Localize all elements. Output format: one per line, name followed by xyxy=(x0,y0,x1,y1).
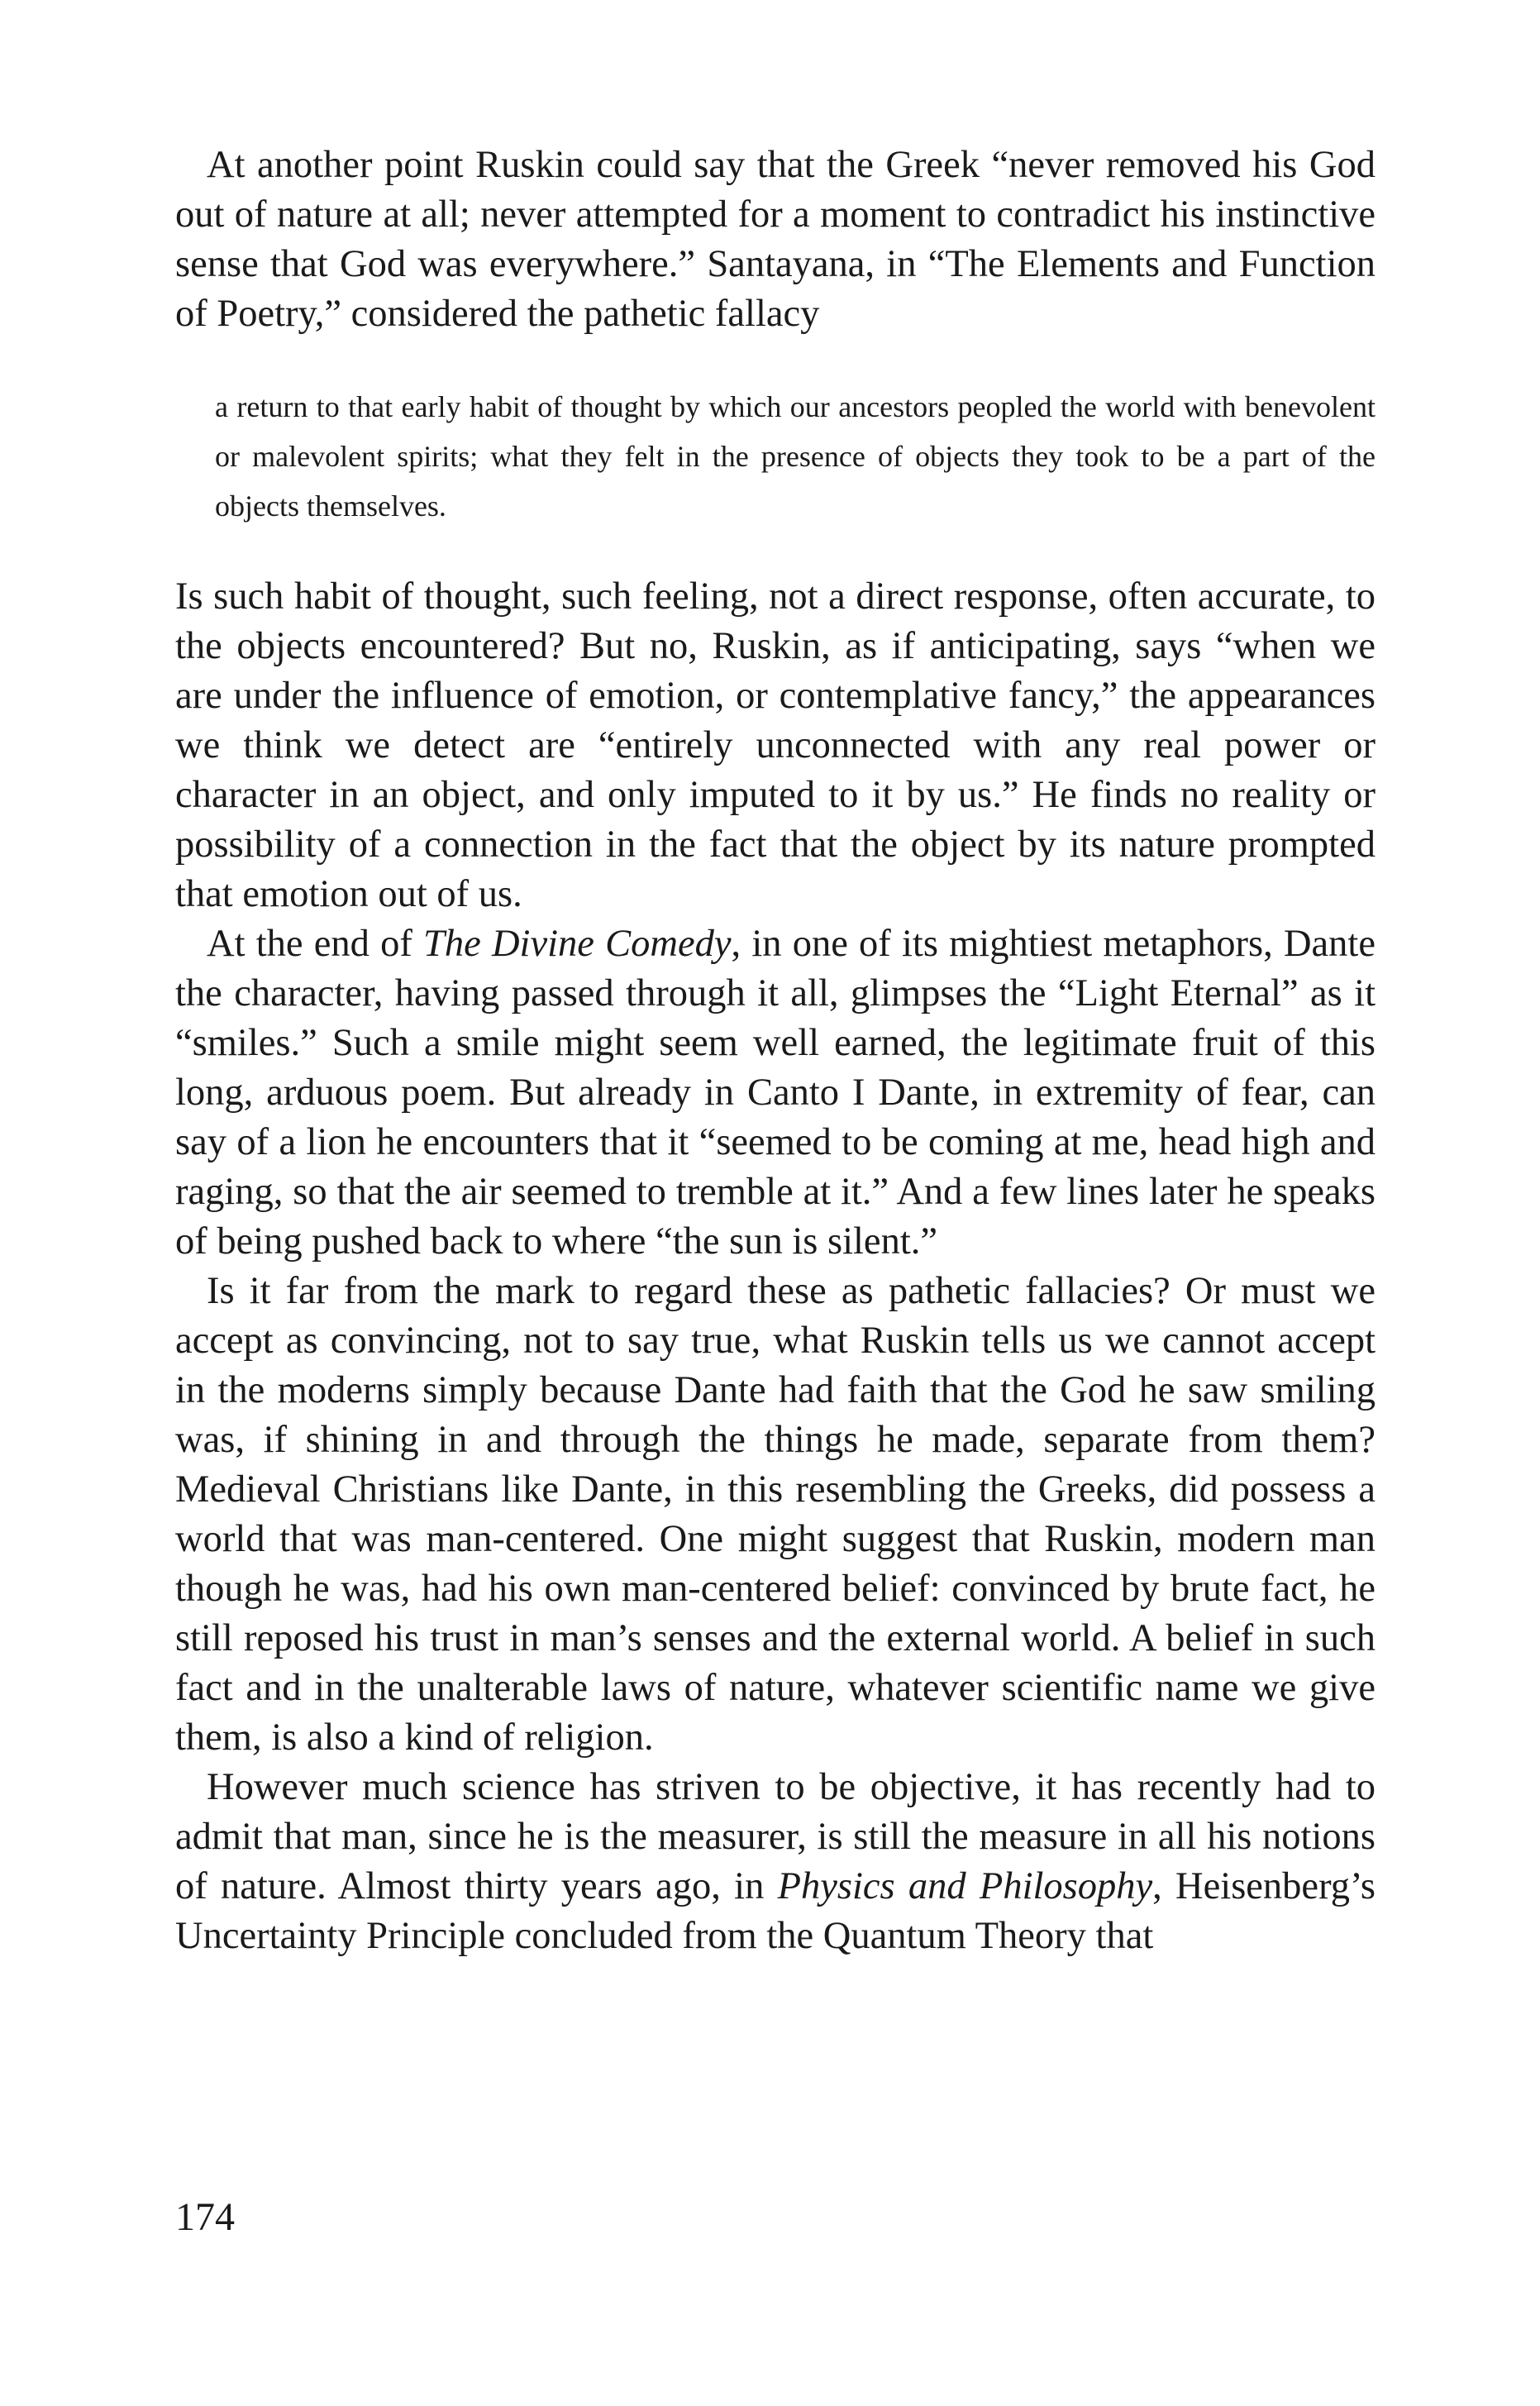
block-quote-santayana: a return to that early habit of thought by which our ancestors peopled the world with benevolent or malevolent spirits; what they felt in the presence of objects they took to be a part of the objects themselves. xyxy=(215,390,1376,523)
paragraph-3 xyxy=(175,919,1376,1267)
title-divine-comedy: The Divine Comedy xyxy=(423,923,732,965)
paragraph-4: Is it far from the mark to regard these as pathetic fallacies? Or must we accept as convincing, not to say true, what Ruskin tells us we cannot accept in the moderns simply because Dante had faith that the God he saw smiling was, if shining in and through the things he made, separate from them? Medieval Christians like Dante, in this resembling the Greeks, did possess a world that was man-centered. One might suggest that Ruskin, modern man though he was, had his own man-centered belief: convinced by brute fact, he still reposed his trust in man’s senses and the external world. A belief in such fact and in the unalterable laws of nature, whatever scientific name we give them, is also a kind of religion. xyxy=(175,1270,1376,1759)
paragraph-3-text-b: , in one of its mightiest metaphors, Dante the character, having passed through it all, glimpses the “Light Eternal” as it “smiles.” Such a smile might seem well earned, the legitimate fruit of this long, arduous poem. But already in Canto I Dante, in extremity of fear, can say of a lion he encounters that it “seemed to be coming at me, head high and raging, so that the air seemed to tremble at it.” And a few lines later he speaks of being pushed back to where “the sun is silent.” xyxy=(175,923,1376,1263)
page-number: 174 xyxy=(175,2195,235,2239)
title-physics-and-philosophy: Physics and Philosophy xyxy=(777,1865,1153,1907)
paragraph-2: Is such habit of thought, such feeling, not a direct response, often accurate, to the objects encountered? But no, Ruskin, as if anticipating, says “when we are under the influence of emotion, or contemplative fancy,” the appearances we think we detect are “entirely unconnected with any real power or character in an object, and only imputed to it by us.” He finds no reality or possibility of a connection in the fact that the object by its nature prompted that emotion out of us. xyxy=(175,575,1376,915)
paragraph-5-text-b: , Heisenberg’s Uncertainty Principle concluded from the Quantum Theory that xyxy=(175,1865,1376,1957)
paragraph-5-text-a: However much science has striven to be objective, it has recently had to admit that man, since he is the measurer, is still the measure in all his notions of nature. Almost thirty years ago, in xyxy=(175,1766,1376,1907)
paragraph-5 xyxy=(175,1763,1376,1961)
paragraph-1: At another point Ruskin could say that the Greek “never removed his God out of nature at all; never attempted for a moment to contradict his instinctive sense that God was everywhere.” Santayana, in “The Elements and Function of Poetry,” considered the pathetic fallacy xyxy=(175,144,1376,335)
paragraph-3-text-a: At the end of xyxy=(207,923,424,965)
page-body xyxy=(175,141,1376,1961)
